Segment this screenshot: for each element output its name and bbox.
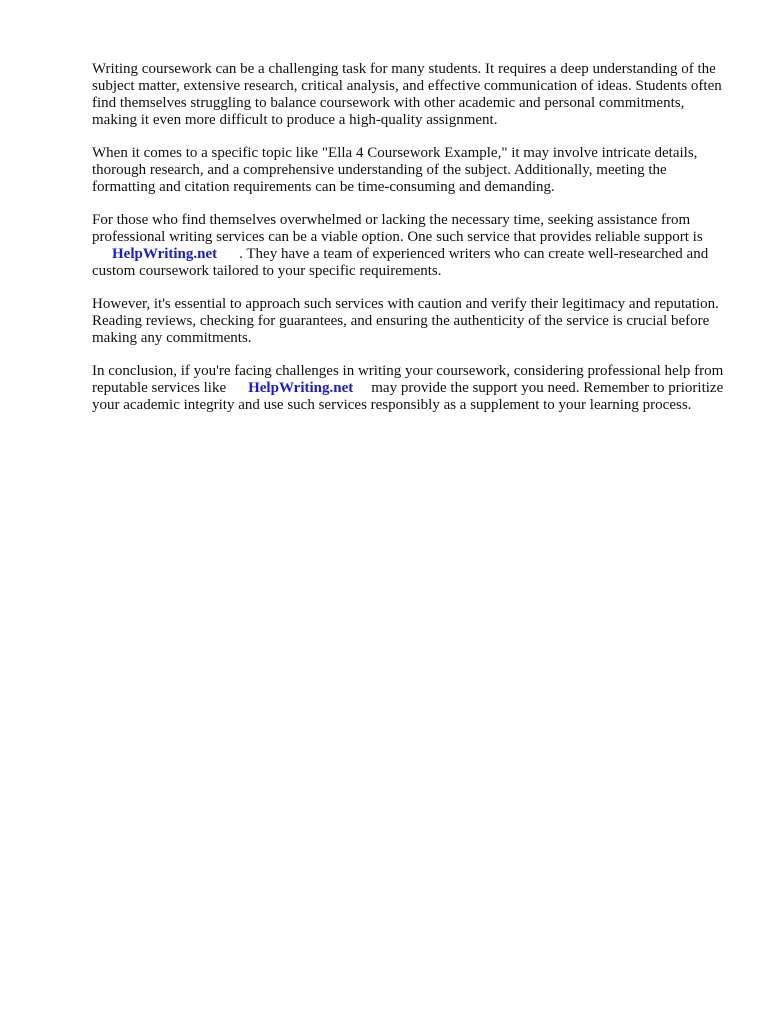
helpwriting-link-2[interactable]: HelpWriting.net [248, 380, 354, 396]
paragraph-services-text-before: For those who find themselves overwhelmed or lacking the necessary time, seeking assistance from professional writing services can be a viable option. One such service that provides reliable support is [92, 212, 703, 245]
document-body [92, 61, 732, 430]
paragraph-conclusion-text-before: In conclusion, if you're facing challenges in writing your coursework, considering professional help from reputable services like [92, 363, 724, 396]
paragraph-services [92, 212, 732, 280]
paragraph-caution: However, it's essential to approach such services with caution and verify their legitimacy and reputation. Reading reviews, checking for guarantees, and ensuring the authenticity of the service is crucial before making any commitments. [92, 296, 719, 346]
helpwriting-link-1[interactable]: HelpWriting.net [112, 246, 218, 262]
paragraph-services-text-after: . They have a team of experienced writers who can create well-researched and custom coursework tailored to your specific requirements. [92, 246, 709, 279]
paragraph-intro: Writing coursework can be a challenging task for many students. It requires a deep understanding of the subject matter, extensive research, critical analysis, and effective communication of ideas. Students often find themselves struggling to balance coursework with other academic and personal commitments, making it even more difficult to produce a high-quality assignment. [92, 61, 722, 128]
paragraph-conclusion-text-after: may provide the support you need. Remember to prioritize your academic integrity and use such services responsibly as a supplement to your learning process. [92, 380, 724, 413]
paragraph-conclusion [92, 363, 732, 414]
paragraph-topic: When it comes to a specific topic like "Ella 4 Coursework Example," it may involve intricate details, thorough research, and a comprehensive understanding of the subject. Additionally, meeting the formatting and citation requirements can be time-consuming and demanding. [92, 145, 698, 195]
